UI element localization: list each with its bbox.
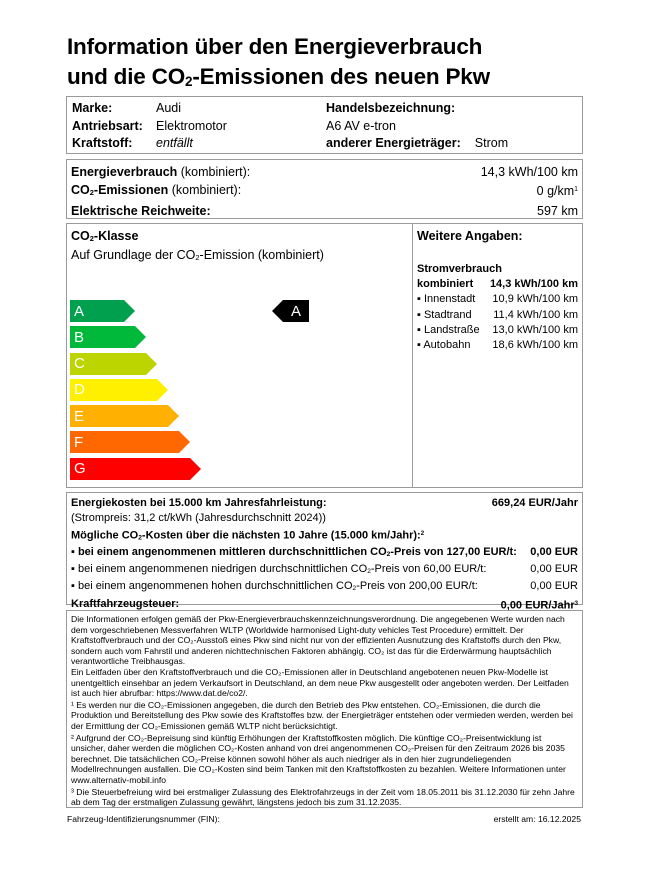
vehicle-tax-label: Kraftfahrzeugsteuer: [71, 597, 180, 610]
brand-label: Marke: [72, 101, 113, 115]
footnote-ref-2: 2 [420, 530, 425, 537]
fuel-value: entfällt [156, 136, 193, 150]
co2-label-bold [71, 183, 168, 197]
vin-label: Fahrzeug-Identifizierungsnummer (FIN): [67, 814, 220, 824]
energy-label-rest: (kombiniert): [177, 165, 251, 179]
footnote-1: ¹ Es werden nur die CO₂-Emissionen angegeben, die durch den Betrieb des Pkw entstehen. CO₂-Emissionen, die durch die Produktion und Bereitstellung des Pkw sowie des Kraftstoffes bzw. der Energieträger entstehen oder vermieden werden, werden bei der Ermittlung der CO₂-Emissionen gemäß WLTP nicht berücksichtigt. [71, 699, 573, 731]
co2-cost-scenario-row [71, 562, 578, 579]
co2-class-subtitle-pre: Auf Grundlage der CO [71, 247, 196, 262]
title-line-2-post: -Emissionen des neuen Pkw [192, 64, 490, 89]
electric-range-label: Elektrische Reichweite: [71, 203, 211, 218]
electric-range-row [71, 202, 578, 220]
class-bar-arrow-icon [179, 431, 190, 453]
co2-class-heading-post: -Klasse [93, 229, 139, 243]
current-class-indicator [272, 300, 309, 322]
scenario-label-post: -Preis von 200,00 EUR/t: [356, 580, 478, 593]
class-bar-b [70, 326, 201, 348]
co2-cost-heading-row [71, 527, 578, 546]
co2-cost-scenarios [71, 545, 578, 596]
scenario-label-sub: 2 [367, 568, 371, 576]
pointer-arrow-icon [272, 300, 283, 322]
consumption-row-value: 10,9 kWh/100 km [492, 293, 578, 306]
co2-emissions-value [537, 181, 578, 202]
combined-row [417, 277, 578, 292]
class-bar-c [70, 353, 201, 375]
energy-consumption-row [71, 163, 578, 181]
vehicle-info-box [66, 96, 583, 154]
co2-class-heading [71, 228, 408, 247]
class-bar-f [70, 431, 201, 453]
consumption-row-label: ▪ Autobahn [417, 339, 471, 352]
scenario-value: 0,00 EUR [530, 563, 578, 576]
energy-cost-row [71, 496, 578, 511]
drive-label: Antriebsart: [72, 118, 143, 133]
co2-class-heading-pre: CO [71, 229, 90, 243]
scenario-value: 0,00 EUR [530, 580, 578, 593]
consumption-row-value: 13,0 kWh/100 km [492, 323, 578, 336]
co2-class-subtitle-post: -Emission (kombiniert) [199, 247, 324, 262]
class-bar-label: F [70, 431, 179, 453]
price-note: (Strompreis: 31,2 ct/kWh (Jahresdurchschnitt 2024)) [71, 512, 326, 525]
trade-name-value: A6 AV e-tron [326, 118, 396, 133]
class-bar-label: A [70, 300, 124, 322]
scenario-label-post: -Preis von 60,00 EUR/t: [370, 563, 487, 576]
scenario-label-post: -Preis von 127,00 EUR/t: [390, 546, 517, 559]
title-subscript: 2 [185, 74, 193, 90]
co2-value-text: 0 g/km [536, 184, 575, 199]
vehicle-tax-value-text: 0,00 EUR/Jahr [500, 599, 575, 612]
class-bar-label: E [70, 405, 168, 427]
electric-range-value: 597 km [537, 203, 578, 218]
scenario-label-sub: 2 [386, 551, 391, 559]
co2-label-post: -Emissionen [93, 183, 169, 197]
trade-name-label: Handelsbezeichnung: [326, 101, 456, 115]
scenario-label-pre: ▪ bei einem angenommenen mittleren durchschnittlichen CO [71, 546, 387, 559]
co2-emissions-row [71, 181, 578, 202]
class-bar-label: C [70, 353, 146, 375]
combined-value: 14,3 kWh/100 km [489, 278, 578, 290]
created-date: erstellt am: 16.12.2025 [493, 814, 581, 824]
class-bar-label: B [70, 326, 135, 348]
footer [67, 813, 581, 825]
co2-class-subtitle-sub: 2 [195, 252, 200, 262]
consumption-row [417, 338, 578, 353]
combined-label: kombiniert [417, 278, 474, 290]
legal-notes-box [66, 610, 583, 808]
energy-cost-label: Energiekosten bei 15.000 km Jahresfahrleistung: [71, 497, 327, 509]
energy-cost-value: 669,24 EUR/Jahr [491, 497, 578, 509]
class-bar-a [70, 300, 201, 322]
co2-cost-scenario-row [71, 545, 578, 562]
energy-consumption-value: 14,3 kWh/100 km [480, 165, 578, 179]
page-title [67, 32, 583, 97]
class-bar-label: G [70, 458, 190, 480]
class-bar-e [70, 405, 201, 427]
label-header [67, 32, 583, 100]
more-info-title: Weitere Angaben: [417, 229, 523, 243]
consumption-row-label: ▪ Landstraße [417, 323, 480, 336]
other-energy-value: Strom [474, 136, 509, 150]
notes-paragraph-2: Ein Leitfaden über den Kraftstoffverbrauch und die CO₂-Emissionen aller in Deutschland angebotenen neuen Pkw-Modelle ist unentgeltlich einsehbar an jedem Verkaufsort in Deutschland, an dem neue Pkw ausgestellt oder angeboten werden. Der Leitfaden ist auch hier abrufbar: https://www.dat.de/co2/. [71, 666, 569, 699]
consumption-row [417, 323, 578, 338]
co2-cost-heading-post: -Kosten über die nächsten 10 Jahre (15.000 km/Jahr): [141, 529, 421, 542]
co2-label-pre: CO [71, 183, 90, 197]
energy-consumption-label [71, 163, 250, 181]
class-bar-arrow-icon [190, 458, 201, 480]
class-bar-arrow-icon [157, 379, 168, 401]
title-line-1: Information über den Energieverbrauch [67, 34, 483, 59]
consumption-breakdown-list [417, 292, 578, 353]
consumption-row-value: 11,4 kWh/100 km [493, 308, 578, 321]
power-consumption-subtitle: Stromverbrauch [417, 263, 502, 275]
co2-subscript: 2 [89, 187, 94, 197]
consumption-row-label: ▪ Innenstadt [417, 293, 476, 306]
co2-cost-scenario-row [71, 579, 578, 596]
scenario-label-pre: ▪ bei einem angenommenen niedrigen durchschnittlichen CO [71, 563, 368, 576]
title-line-2 [67, 62, 583, 97]
footnote-2: ² Aufgrund der CO₂-Bepreisung sind künftig Erhöhungen der Kraftstoffkosten möglich. Die künftige CO₂-Preisentwicklung ist unsicher, daher werden die möglichen CO₂-Kosten anhand von drei angenommenen CO₂-Preisen für den Zeitraum 2026 bis 2035 berechnet. Die tatsächlichen CO₂-Preise können sowohl höher als auch niedriger als in den hier zugrundeliegenden Modellrechnungen ausfallen. Die CO₂-Kosten sind beim Tanken mit den Kraftstoffkosten zu bezahlen. Weitere Informationen unter www.alternativ-mobil.info [71, 732, 566, 785]
scenario-label-pre: ▪ bei einem angenommenen hohen durchschnittlichen CO [71, 580, 353, 593]
co2-cost-heading-sub: 2 [138, 534, 142, 541]
vehicle-row-brand [72, 100, 577, 118]
class-bar-arrow-icon [124, 300, 135, 322]
brand-value: Audi [156, 101, 182, 115]
scenario-label [71, 579, 478, 596]
consumption-row-value: 18,6 kWh/100 km [492, 339, 578, 352]
vehicle-row-drive [72, 118, 577, 136]
scenario-value: 0,00 EUR [530, 546, 578, 559]
class-bar-arrow-icon [168, 405, 179, 427]
other-energy-label: anderer Energieträger: [326, 136, 461, 150]
co2-emissions-label [71, 181, 241, 202]
scenario-label [71, 562, 486, 579]
energy-class-scale [70, 300, 201, 484]
energy-label-bold: Energieverbrauch [71, 165, 178, 179]
class-bar-g [70, 458, 201, 480]
vehicle-row-fuel [72, 135, 577, 153]
consumption-row [417, 292, 578, 307]
consumption-box [66, 159, 583, 219]
class-bar-arrow-icon [146, 353, 157, 375]
class-bar-d [70, 379, 201, 401]
co2-class-box [66, 223, 413, 488]
co2-cost-heading [71, 527, 424, 546]
costs-box [66, 492, 583, 612]
footnote-ref-3: 3 [574, 600, 578, 607]
footnote-3: ³ Die Steuerbefreiung wird bei erstmaliger Zulassung des Elektrofahrzeugs in der Zeit vom 18.05.2011 bis 31.12.2030 für zehn Jahre ab dem Tag der erstmaligen Zulassung gewährt, längstens jedoch bis zum 31.12.2035. [71, 786, 575, 808]
scenario-label-sub: 2 [352, 585, 357, 593]
more-info-box [413, 223, 583, 488]
co2-class-heading-sub: 2 [89, 233, 94, 243]
drive-value: Elektromotor [156, 118, 227, 133]
class-bar-arrow-icon [135, 326, 146, 348]
fuel-label: Kraftstoff: [72, 136, 133, 150]
class-bar-label: D [70, 379, 157, 401]
current-class-label: A [283, 300, 309, 322]
scenario-label [71, 545, 517, 562]
footnote-ref-1: 1 [574, 186, 578, 193]
title-line-2-pre: und die CO [67, 64, 185, 89]
notes-paragraph-1: Die Informationen erfolgen gemäß der Pkw-Energieverbrauchskennzeichnungsverordnung. Die angegebenen Werte wurden nach dem vorgeschriebenen Messverfahren WLTP (Worldwide harmonised Light-duty vehicles Test Procedure) ermittelt. Der Kraftstoffverbrauch und der CO₂-Ausstoß eines Pkw sind nicht nur von der effizienten Ausnutzung des Kraftstoffs durch den Pkw, sondern auch vom Fahrstil und anderen nichttechnischen Faktoren abhängig. CO₂ ist das für die Erderwärmung hauptsächlich verantwortliche Treibhausgas. [71, 614, 565, 667]
consumption-row-label: ▪ Stadtrand [417, 308, 472, 321]
co2-label-rest: (kombiniert): [168, 183, 242, 197]
co2-class-subtitle [71, 247, 408, 266]
price-note-row [71, 511, 578, 526]
consumption-row [417, 308, 578, 323]
co2-cost-heading-pre: Mögliche CO [71, 529, 139, 542]
